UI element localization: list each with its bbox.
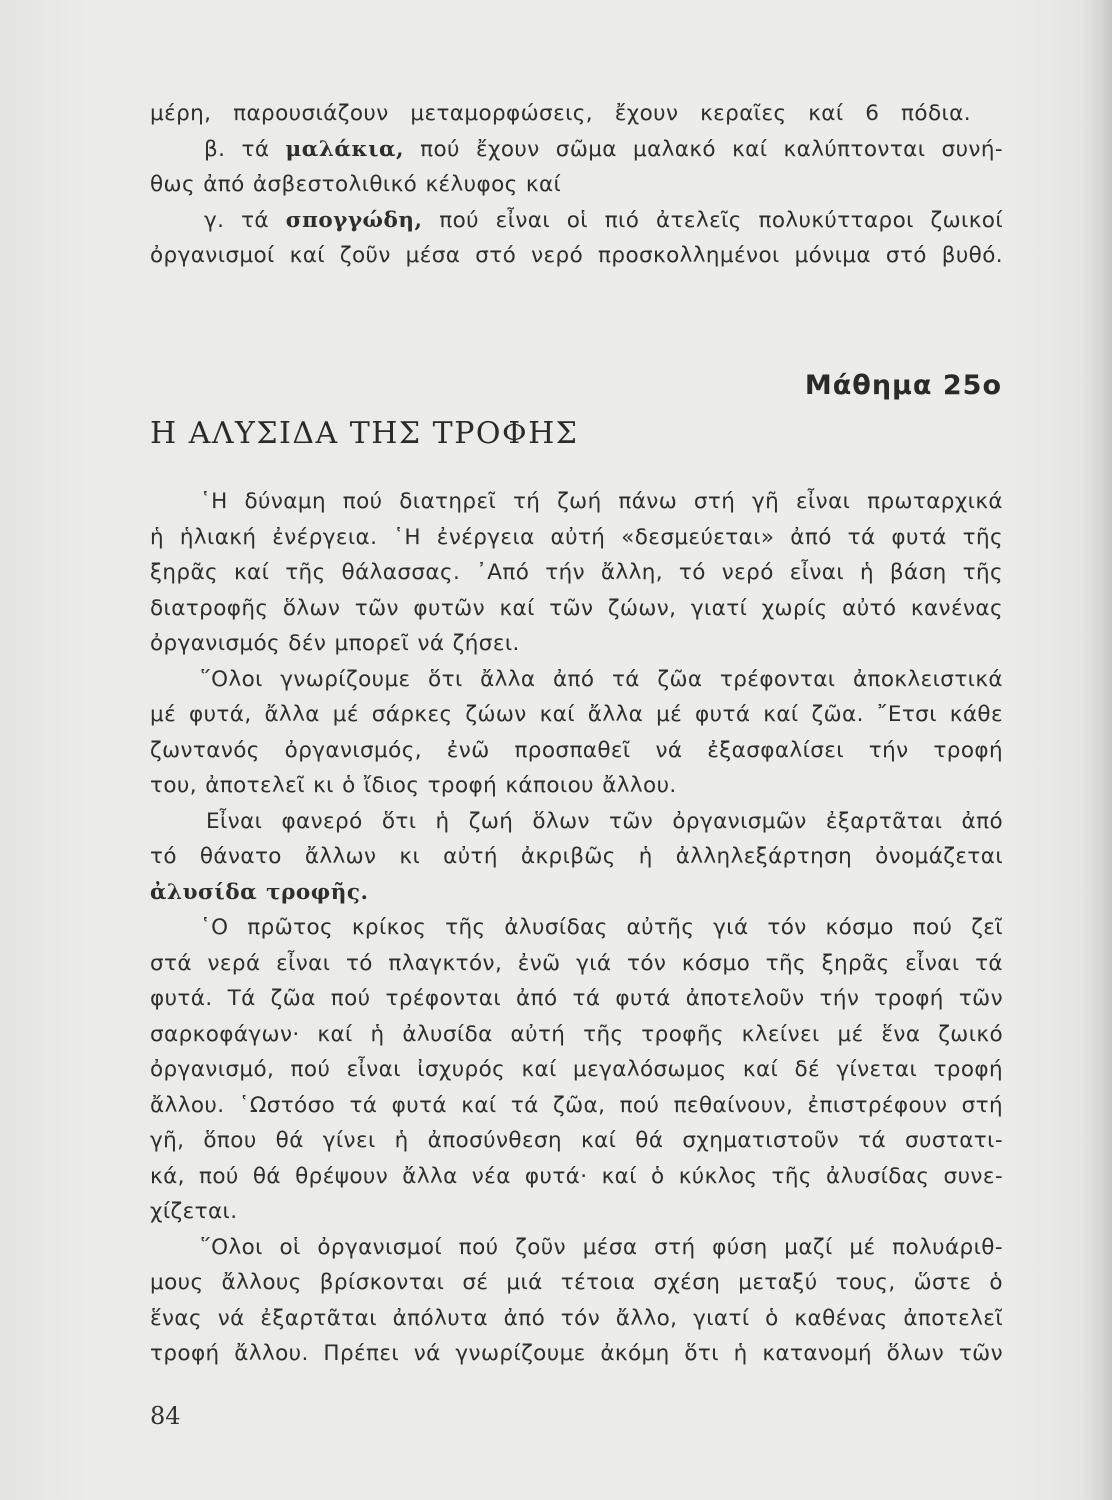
text-line: φυτά. Τά ζῶα πού τρέφονται ἀπό τά φυτά ἀποτελοῦν τήν τροφή τῶν	[150, 986, 1003, 1011]
term-alysida-trofis: ἀλυσίδα τροφῆς.	[150, 879, 369, 905]
text-line: ὀργανισμό, πού εἶναι ἰσχυρός καί μεγαλόσωμος καί δέ γίνεται τροφή	[150, 1057, 1003, 1082]
paragraph-5	[150, 1230, 1003, 1372]
paragraph-1	[150, 484, 1003, 662]
text-line: γῆ, ὅπου θά γίνει ἡ ἀποσύνθεση καί θά σχηματιστοῦν τά συστατι-	[150, 1128, 1003, 1153]
paragraph-3	[150, 804, 1003, 911]
term-malakia: μαλάκια,	[285, 136, 404, 162]
page-number: 84	[150, 1402, 181, 1430]
text-line: μέρη, παρουσιάζουν μεταμορφώσεις, ἔχουν κεραῖες καί 6 πόδια.	[150, 101, 971, 126]
text-line: μους ἄλλους βρίσκονται σέ μιά τέτοια σχέση μεταξύ τους, ὥστε ὁ	[150, 1270, 1003, 1295]
text-line: τό θάνατο ἄλλων κι αὐτή ἀκριβῶς ἡ ἀλληλεξάρτηση ὀνομάζεται	[150, 844, 1003, 869]
text-line: σαρκοφάγων· καί ἡ ἀλυσίδα αὐτή τῆς τροφῆς κλείνει μέ ἕνα ζωικό	[150, 1021, 1003, 1047]
text-line: ἡ ἡλιακή ἐνέργεια. ῾Η ἐνέργεια αὐτή «δεσμεύεται» ἀπό τά φυτά τῆς	[150, 524, 1003, 550]
top-list-section	[150, 96, 1003, 274]
text-line: ἕνας νά ἐξαρτᾶται ἀπόλυτα ἀπό τόν ἄλλο, γιατί ὁ καθένας ἀποτελεῖ	[150, 1305, 1003, 1331]
text-line: θως ἀπό ἀσβεστολιθικό κέλυφος καί	[150, 172, 562, 197]
text-line: τροφή ἄλλου. Πρέπει νά γνωρίζουμε ἀκόμη ὅτι ἡ κατανομή ὅλων τῶν	[150, 1341, 1003, 1366]
text-line: ξηρᾶς καί τῆς θάλασσας. ᾿Από τήν ἄλλη, τό νερό εἶναι ἡ βάση τῆς	[150, 560, 1003, 585]
text-line: ῞Ολοι οἱ ὀργανισμοί πού ζοῦν μέσα στή φύση μαζί μέ πολυάριθ-	[200, 1234, 1003, 1260]
text-line: ῾Ο πρῶτος κρίκος τῆς ἀλυσίδας αὐτῆς γιά τόν κόσμο πού ζεῖ	[200, 915, 1003, 940]
paragraph-2	[150, 662, 1003, 804]
text-line: διατροφῆς ὅλων τῶν φυτῶν καί τῶν ζώων, γιατί χωρίς αὐτό κανένας	[150, 595, 1003, 621]
text-line: ὀργανισμός δέν μπορεῖ νά ζήσει.	[150, 631, 520, 656]
lesson-label: Μάθημα 25ο	[804, 370, 1002, 401]
text-line: ῞Ολοι γνωρίζουμε ὅτι ἄλλα ἀπό τά ζῶα τρέφονται ἀποκλειστικά	[200, 666, 1003, 692]
list-item-c: γ. τά σπογγώδη, πού εἶναι οἱ πιό ἀτελεῖς πολυκύτταροι ζωικοί	[204, 207, 1004, 233]
text-line: ἄλλου. ῾Ωστόσο τά φυτά καί τά ζῶα, πού πεθαίνουν, ἐπιστρέφουν στή	[150, 1092, 1003, 1118]
text-line: στά νερά εἶναι τό πλαγκτόν, ἐνῶ γιά τόν κόσμο τῆς ξηρᾶς εἶναι τά	[150, 950, 1003, 976]
body-text	[150, 484, 1003, 1372]
text-line: ζωντανός ὀργανισμός, ἐνῶ προσπαθεῖ νά ἐξασφαλίσει τήν τροφή	[150, 737, 1003, 763]
text-line: Εἶναι φανερό ὅτι ἡ ζωή ὅλων τῶν ὀργανισμῶν ἐξαρτᾶται ἀπό	[206, 808, 1003, 834]
text-line: μέ φυτά, ἄλλα μέ σάρκες ζώων καί ἄλλα μέ φυτά καί ζῶα. ῎Ετσι κάθε	[150, 702, 1003, 727]
text-line: ῾Η δύναμη πού διατηρεῖ τή ζωή πάνω στή γῆ εἶναι πρωταρχικά	[200, 489, 1003, 514]
text-line: κά, πού θά θρέψουν ἄλλα νέα φυτά· καί ὁ κύκλος τῆς ἀλυσίδας συνε-	[150, 1163, 1003, 1189]
paragraph-4	[150, 910, 1003, 1230]
text-line: του, ἀποτελεῖ κι ὁ ἴδιος τροφή κάποιου ἄλλου.	[150, 773, 677, 798]
page-edge-shadow	[1082, 0, 1112, 1500]
text-line: χίζεται.	[150, 1199, 238, 1224]
list-item-b: β. τά μαλάκια, πού ἔχουν σῶμα μαλακό καί καλύπτονται συνή-	[204, 136, 1003, 162]
text-line: ὀργανισμοί καί ζοῦν μέσα στό νερό προσκολλημένοι μόνιμα στό βυθό.	[150, 243, 1003, 268]
section-title: Η ΑΛΥΣΙΔΑ ΤΗΣ ΤΡΟΦΗΣ	[150, 416, 579, 451]
term-spongodi: σπογγώδη,	[285, 207, 423, 233]
